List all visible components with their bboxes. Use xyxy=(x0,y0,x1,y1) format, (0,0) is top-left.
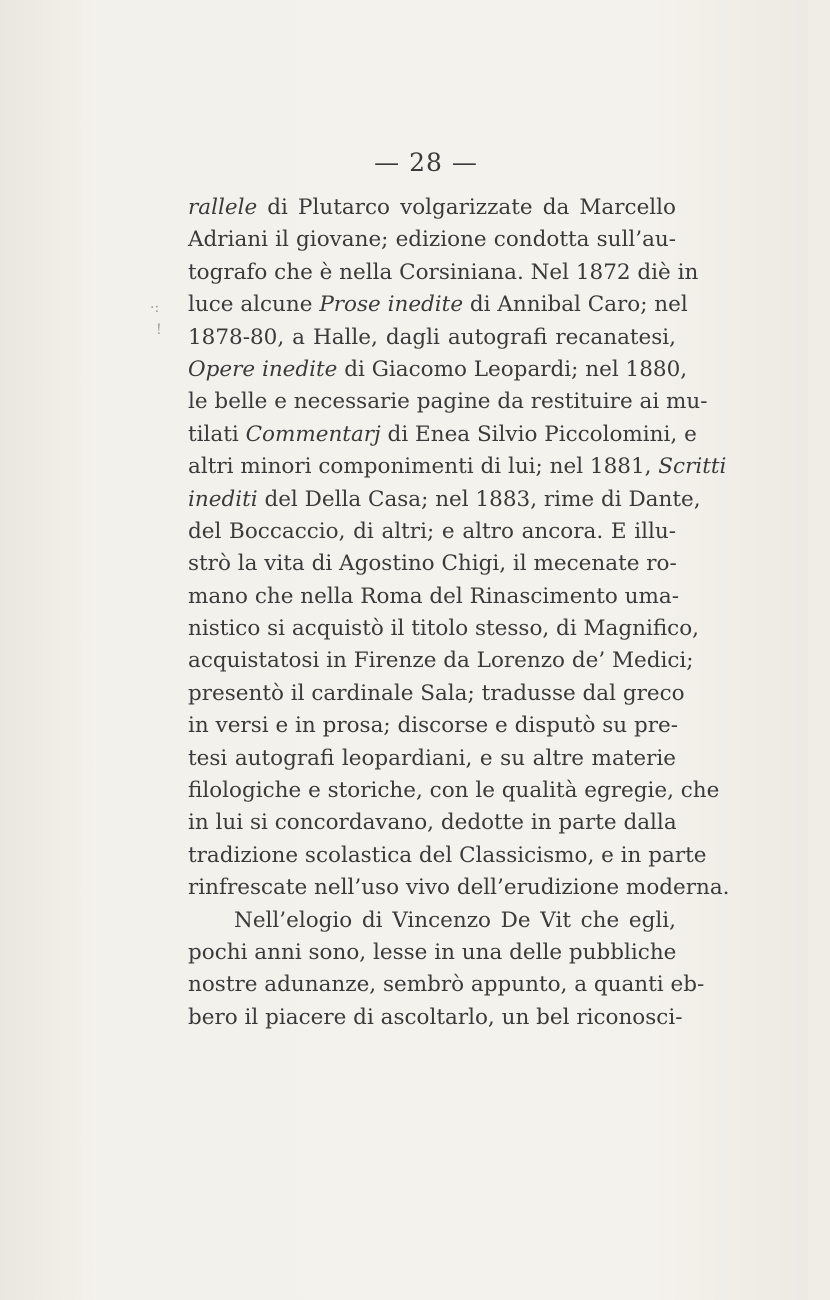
body-text xyxy=(188,192,730,1034)
text-run: Nell’elogio di Vincenzo De Vit che egli, xyxy=(234,907,676,933)
text-line xyxy=(188,969,705,1001)
text-line xyxy=(188,451,727,483)
italic-text: Scritti xyxy=(658,454,727,480)
text-run: presentò il cardinale Sala; tradusse dal greco xyxy=(188,680,685,706)
text-run: del Boccaccio, di altri; e altro ancora. E illu- xyxy=(188,518,676,544)
text-run: tradizione scolastica del Classicismo, e in parte xyxy=(188,842,707,868)
text-run: acquistatosi in Firenze da Lorenzo de’ Medici; xyxy=(188,648,694,674)
page-number: — 28 — xyxy=(374,148,478,177)
text-run: luce alcune xyxy=(188,292,320,318)
text-line xyxy=(188,257,699,289)
text-line xyxy=(188,322,676,354)
text-run: bero il piacere di ascoltarlo, un bel riconosci- xyxy=(188,1004,683,1030)
text-run: tografo che è nella Corsiniana. Nel 1872 diè in xyxy=(188,259,699,285)
text-run: del Della Casa; nel 1883, rime di Dante, xyxy=(257,486,701,512)
text-line xyxy=(188,710,679,742)
italic-text: Prose inedite xyxy=(319,292,464,318)
text-run: tilati xyxy=(188,421,246,447)
text-line xyxy=(188,678,685,710)
text-run: pochi anni sono, lesse in una delle pubbliche xyxy=(188,939,677,965)
text-run: nostre adunanze, sembrò appunto, a quanti eb- xyxy=(188,972,705,998)
text-line xyxy=(188,872,730,904)
text-line xyxy=(188,289,688,321)
text-run: di Annibal Caro; nel xyxy=(463,292,688,318)
text-run: altri minori componimenti di lui; nel 1881, xyxy=(188,454,659,480)
text-run: tesi autografi leopardiani, e su altre materie xyxy=(188,745,676,771)
text-line xyxy=(188,613,700,645)
text-line xyxy=(188,905,676,937)
italic-text: Commentarj xyxy=(245,421,381,447)
text-line xyxy=(188,192,676,224)
text-run: 1878-80, a Halle, dagli autografi recanatesi, xyxy=(188,324,676,350)
text-run: in versi e in prosa; discorse e disputò su pre- xyxy=(188,713,679,739)
text-run: in lui si concordavano, dedotte in parte dalla xyxy=(188,810,677,836)
text-run: mano che nella Roma del Rinascimento uma- xyxy=(188,583,679,609)
text-run: di Giacomo Leopardi; nel 1880, xyxy=(337,356,688,382)
text-line xyxy=(188,548,676,580)
text-line xyxy=(188,581,679,613)
text-line xyxy=(188,807,676,839)
text-run: strò la vita di Agostino Chigi, il mecenate ro- xyxy=(188,551,677,577)
text-line xyxy=(188,645,694,677)
italic-text: inediti xyxy=(188,486,258,512)
text-line xyxy=(188,743,676,775)
text-run: Adriani il giovane; edizione condotta sull’au- xyxy=(188,227,676,253)
text-line xyxy=(188,937,676,969)
text-run: di Enea Silvio Piccolomini, e xyxy=(380,421,697,447)
text-line xyxy=(188,419,697,451)
text-run: le belle e necessarie pagine da restituire ai mu- xyxy=(188,389,708,415)
text-line xyxy=(188,386,708,418)
text-line xyxy=(188,516,676,548)
text-line xyxy=(188,484,701,516)
text-line xyxy=(188,775,720,807)
text-run: di Plutarco volgarizzate da Marcello xyxy=(257,195,676,220)
margin-mark: ·: xyxy=(150,300,160,316)
text-line xyxy=(188,1002,683,1034)
text-run: filologiche e storiche, con le qualità egregie, che xyxy=(188,778,720,804)
margin-mark: ! xyxy=(156,322,162,338)
text-run: rinfrescate nell’uso vivo dell’erudizione moderna. xyxy=(188,875,730,901)
text-line xyxy=(188,840,707,872)
text-line xyxy=(188,354,688,386)
text-run: nistico si acquistò il titolo stesso, di Magnifico, xyxy=(188,616,700,642)
italic-text: rallele xyxy=(188,195,258,220)
italic-text: Opere inedite xyxy=(188,356,338,382)
text-line xyxy=(188,224,676,256)
